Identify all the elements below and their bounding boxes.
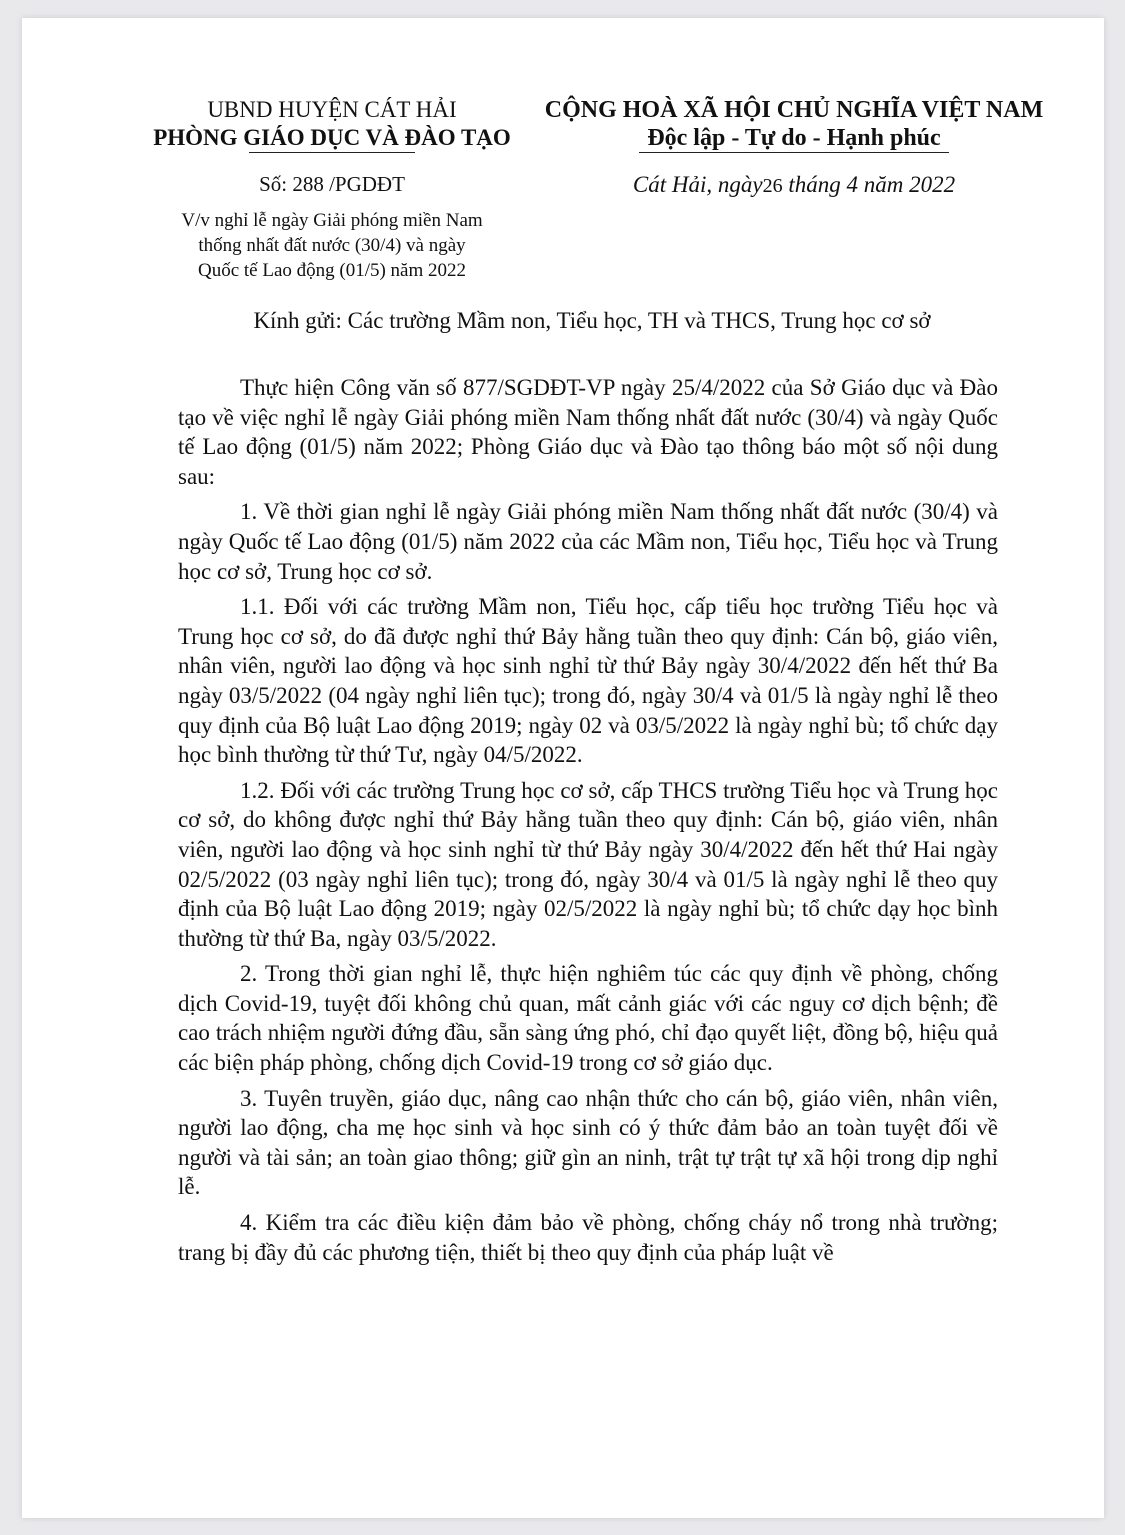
- date-prefix: Cát Hải, ngày: [632, 172, 763, 197]
- document-page: [22, 18, 1104, 1518]
- paragraph-intro: Thực hiện Công văn số 877/SGDĐT-VP ngày 25/4/2022 của Sở Giáo dục và Đào tạo về việc nghỉ lễ ngày Giải phóng miền Nam thống nhất đất nước (30/4) và ngày Quốc tế Lao động (01/5) năm 2022; Phòng Giáo dục và Đào tạo thông báo một số nội dung sau:: [178, 375, 998, 489]
- issuing-authority: [152, 96, 512, 153]
- org-line-2: PHÒNG GIÁO DỤC VÀ ĐÀO TẠO: [153, 125, 511, 150]
- org-underline: [249, 152, 415, 153]
- date-suffix: tháng 4 năm 2022: [782, 172, 956, 197]
- place-and-date: [544, 172, 1044, 198]
- national-header: [544, 96, 1044, 153]
- document-number: Số: 288 /PGDĐT: [259, 172, 405, 196]
- subject-line-1: V/v nghỉ lễ ngày Giải phóng miền Nam: [181, 210, 483, 231]
- document-body: [178, 373, 998, 1273]
- national-motto: Độc lập - Tự do - Hạnh phúc: [647, 125, 941, 151]
- nation-title: CỘNG HOÀ XÃ HỘI CHỦ NGHĨA VIỆT NAM: [544, 97, 1044, 123]
- paragraph-item-3: 3. Tuyên truyền, giáo dục, nâng cao nhận thức cho cán bộ, giáo viên, nhân viên, người lao động, cha mẹ học sinh và học sinh có ý thức đảm bảo an toàn tuyệt đối về người và tài sản; an toàn giao thông; giữ gìn an ninh, trật tự trật tự xã hội trong dịp nghỉ lễ.: [178, 1085, 998, 1200]
- paragraph-item-1-1: 1.1. Đối với các trường Mầm non, Tiểu học, cấp tiểu học trường Tiểu học và Trung học cơ sở, do đã được nghỉ thứ Bảy hằng tuần theo quy định: Cán bộ, giáo viên, nhân viên, người lao động và học sinh nghỉ từ thứ Bảy ngày 30/4/2022 đến hết thứ Ba ngày 03/5/2022 (04 ngày nghỉ liên tục); trong đó, ngày 30/4 và 01/5 là ngày nghỉ lễ theo quy định của Bộ luật Lao động 2019; ngày 02 và 03/5/2022 là ngày nghỉ bù; tổ chức dạy học bình thường từ thứ Tư, ngày 04/5/2022.: [178, 594, 998, 768]
- paragraph-item-1-2: 1.2. Đối với các trường Trung học cơ sở, cấp THCS trường Tiểu học và Trung học cơ sở, do không được nghỉ thứ Bảy hằng tuần theo quy định: Cán bộ, giáo viên, nhân viên, người lao động và học sinh nghỉ từ thứ Bảy ngày 30/4/2022 đến hết thứ Hai ngày 02/5/2022 (03 ngày nghỉ liên tục); trong đó, ngày 30/4 và 01/5 là ngày nghỉ lễ theo quy định của Bộ luật Lao động 2019; ngày 02/5/2022 là ngày nghỉ bù; tổ chức dạy học bình thường từ thứ Ba, ngày 03/5/2022.: [178, 777, 998, 951]
- org-line-1: UBND HUYỆN CÁT HẢI: [207, 97, 457, 122]
- subject-line-3: Quốc tế Lao động (01/5) năm 2022: [197, 260, 467, 281]
- motto-underline: [639, 152, 949, 153]
- paragraph-item-2: 2. Trong thời gian nghỉ lễ, thực hiện nghiêm túc các quy định về phòng, chống dịch Covid-19, tuyệt đối không chủ quan, mất cảnh giác với các nguy cơ dịch bệnh; đề cao trách nhiệm người đứng đầu, sẵn sàng ứng phó, chỉ đạo quyết liệt, đồng bộ, hiệu quả các biện pháp phòng, chống dịch Covid-19 trong cơ sở giáo dục.: [178, 961, 998, 1076]
- subject-summary: [152, 208, 512, 283]
- subject-line-2: thống nhất đất nước (30/4) và ngày: [198, 235, 466, 256]
- paragraph-item-4: 4. Kiểm tra các điều kiện đảm bảo về phòng, chống cháy nổ trong nhà trường; trang bị đầy đủ các phương tiện, thiết bị theo quy định của pháp luật về: [178, 1210, 998, 1265]
- recipient-line: Kính gửi: Các trường Mầm non, Tiểu học, TH và THCS, Trung học cơ sở: [253, 308, 931, 333]
- date-day: 26: [762, 175, 783, 197]
- paragraph-item-1: 1. Về thời gian nghỉ lễ ngày Giải phóng miền Nam thống nhất đất nước (30/4) và ngày Quốc tế Lao động (01/5) năm 2022 của các Mầm non, Tiểu học, Tiểu học và Trung học cơ sở, Trung học cơ sở.: [178, 499, 998, 584]
